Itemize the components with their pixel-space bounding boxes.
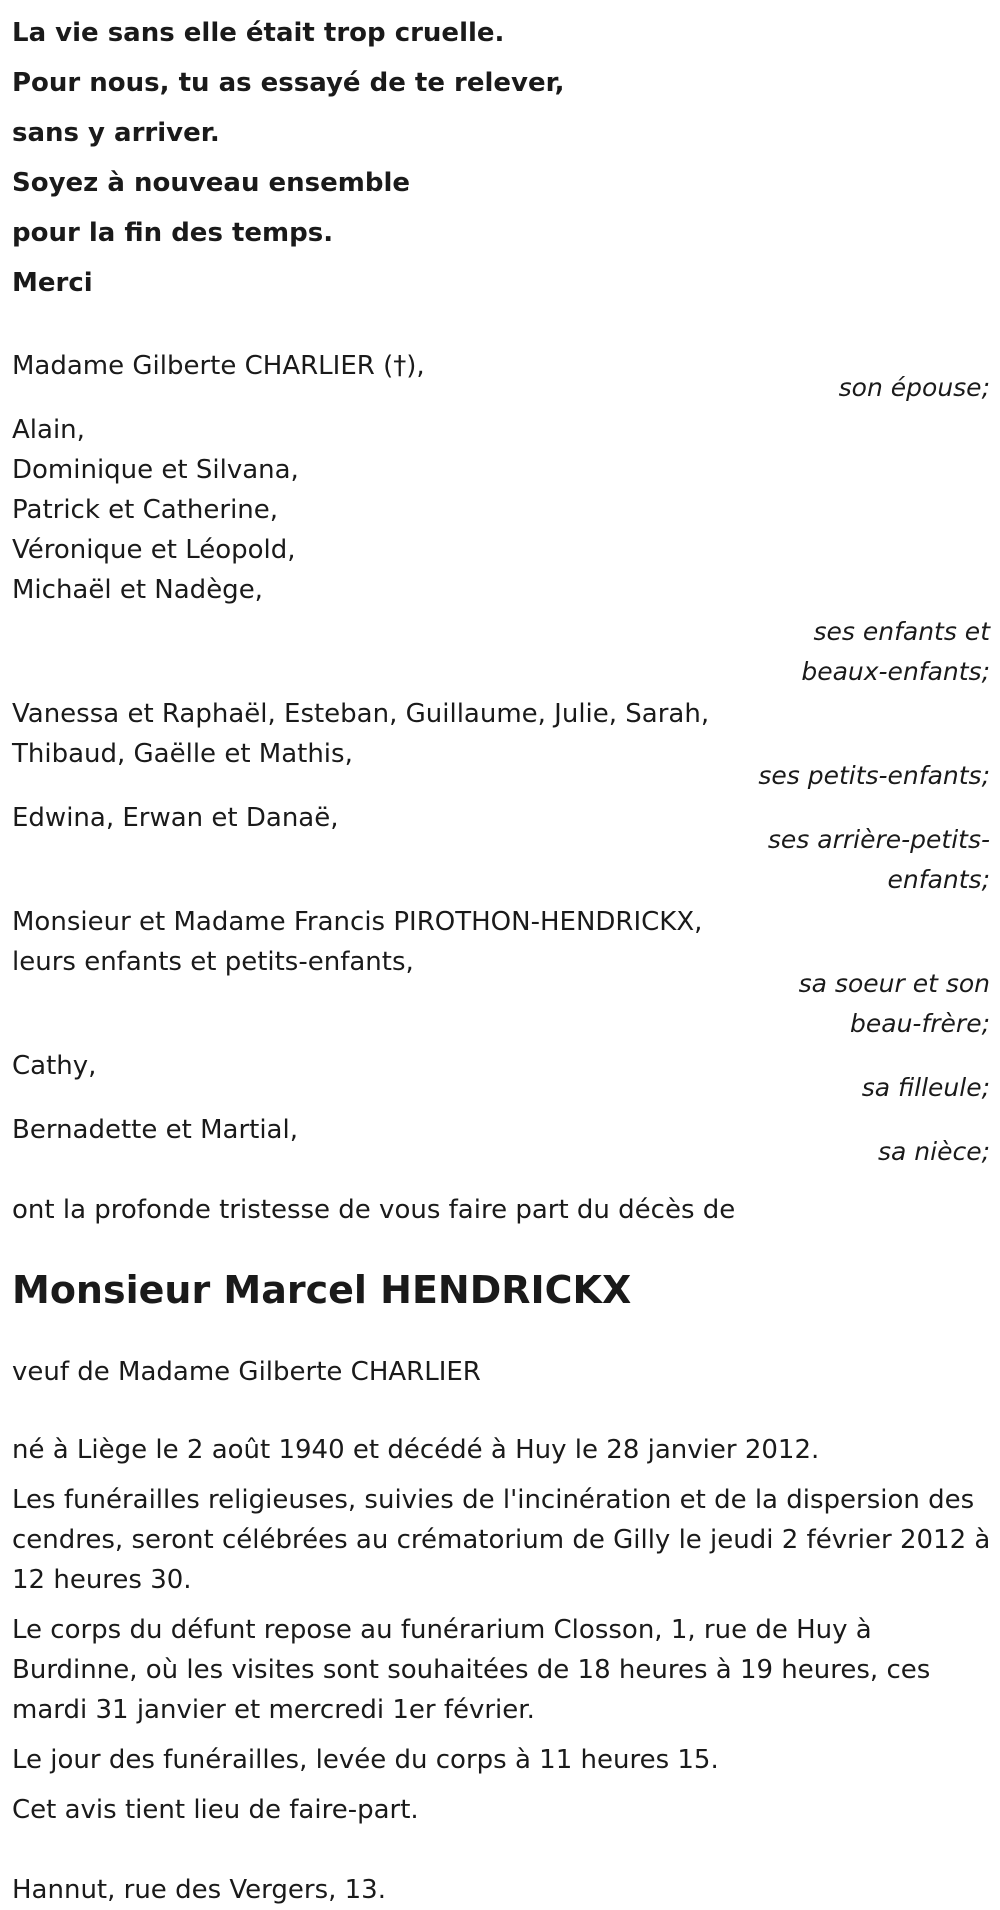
family-entry-niece <box>12 1110 992 1172</box>
family-name: Bernadette et Martial, <box>12 1115 298 1145</box>
family-name: Véronique et Léopold, <box>12 535 296 565</box>
family-entry-grandchildren <box>12 694 992 796</box>
deceased-name: Monsieur Marcel HENDRICKX <box>12 1268 632 1312</box>
family-name: Dominique et Silvana, <box>12 455 299 485</box>
relation-line: beau-frère; <box>850 1009 990 1038</box>
poem-line: La vie sans elle était trop cruelle. <box>12 18 505 48</box>
family-relation <box>12 612 992 692</box>
obituary-document <box>12 0 992 1910</box>
family-name: Vanessa et Raphaël, Esteban, Guillaume, Julie, Sarah, <box>12 699 710 729</box>
family-entry-goddaughter <box>12 1046 992 1108</box>
family-names <box>12 410 802 610</box>
family-name: Alain, <box>12 415 85 445</box>
family-relation <box>12 1068 992 1108</box>
visits-text: Le corps du défunt repose au funérarium Closson, 1, rue de Huy à Burdinne, où les visites sont souhaitées de 18 heures à 19 heures, ces mardi 31 janvier et mercredi 1er février. <box>12 1615 931 1725</box>
family-name: Monsieur et Madame Francis PIROTHON-HENDRICKX, <box>12 907 703 937</box>
relation-line: ses enfants et <box>813 617 990 646</box>
family-name: Cathy, <box>12 1051 97 1081</box>
notice-text: Cet avis tient lieu de faire-part. <box>12 1795 419 1825</box>
address-text: Hannut, rue des Vergers, 13. <box>12 1875 386 1905</box>
poem-line: sans y arriver. <box>12 118 220 148</box>
relation-line: enfants; <box>887 865 990 894</box>
family-name: Edwina, Erwan et Danaë, <box>12 803 339 833</box>
announcement-text: ont la profonde tristesse de vous faire part du décès de <box>12 1195 736 1225</box>
relation-line: sa soeur et son <box>798 969 990 998</box>
family-name: Michaël et Nadège, <box>12 575 263 605</box>
poem-line: Merci <box>12 268 93 298</box>
funeral-text: Les funérailles religieuses, suivies de l'incinération et de la dispersion des cendres, seront célébrées au crématorium de Gilly le jeudi 2 février 2012 à 12 heures 30. <box>12 1485 991 1595</box>
family-name: leurs enfants et petits-enfants, <box>12 947 414 977</box>
relation-line: beaux-enfants; <box>801 657 990 686</box>
family-name: Thibaud, Gaëlle et Mathis, <box>12 739 353 769</box>
family-entry-great-grandchildren <box>12 798 992 900</box>
family-name: Patrick et Catherine, <box>12 495 279 525</box>
family-entry-spouse <box>12 346 992 408</box>
poem <box>12 0 992 308</box>
widower-text: veuf de Madame Gilberte CHARLIER <box>12 1357 481 1387</box>
family-name: Madame Gilberte CHARLIER (†), <box>12 351 425 381</box>
poem-line: Pour nous, tu as essayé de te relever, <box>12 68 565 98</box>
relation-line: ses arrière-petits- <box>767 825 990 854</box>
poem-line: Soyez à nouveau ensemble <box>12 168 411 198</box>
departure-text: Le jour des funérailles, levée du corps à 11 heures 15. <box>12 1745 719 1775</box>
relation-line: ses petits-enfants; <box>758 761 990 790</box>
family-entry-sister <box>12 902 992 1044</box>
relation-line: son épouse; <box>838 373 990 402</box>
relation-line: sa filleule; <box>861 1073 990 1102</box>
relation-line: sa nièce; <box>877 1137 990 1166</box>
family-entry-children <box>12 410 992 692</box>
birth-death-text: né à Liège le 2 août 1940 et décédé à Huy le 28 janvier 2012. <box>12 1435 820 1465</box>
poem-line: pour la fin des temps. <box>12 218 334 248</box>
